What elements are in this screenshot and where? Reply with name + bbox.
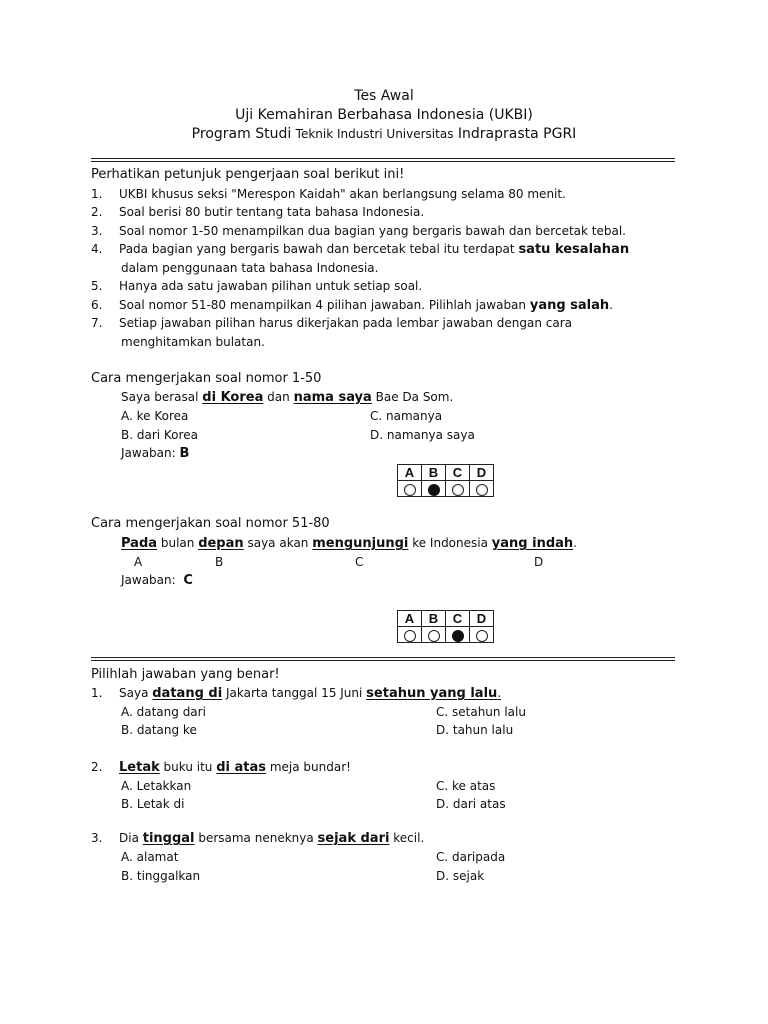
answer-bubble[interactable] [452,484,464,496]
title-program-studi: Program Studi [191,126,292,142]
divider-middle [91,657,675,661]
q3-option-c: C. daripada [436,850,506,864]
instruction-item-2: 2. Soal berisi 80 butir tentang tata bahasa Indonesia. [91,205,425,219]
example2-answer: Jawaban: C [121,573,193,588]
example2-label-b: B [215,555,224,569]
title-prodi-name: Teknik Industri Universitas [295,127,454,141]
example1-heading: Cara mengerjakan soal nomor 1-50 [91,371,322,386]
question-3: 3. Dia tinggal bersama neneknya sejak dari kecil. [91,831,425,846]
answer-bubble[interactable] [428,630,440,642]
questions-heading: Pilihlah jawaban yang benar! [91,667,280,682]
grid-letter: A [398,611,422,627]
q2-option-c: C. ke atas [436,779,496,793]
instructions-heading: Perhatikan petunjuk pengerjaan soal berikut ini! [91,167,405,182]
q1-option-c: C. setahun lalu [436,705,526,719]
example2-sentence: Pada bulan depan saya akan mengunjungi ke Indonesia yang indah. [121,536,577,551]
title-university: Indraprasta PGRI [457,126,577,142]
example1-option-b: B. dari Korea [121,428,198,442]
grid-letter: A [398,465,422,481]
instruction-item-6: 6. Soal nomor 51-80 menampilkan 4 pilihan jawaban. Pilihlah jawaban yang salah. [91,298,613,313]
instruction-item-3: 3. Soal nomor 1-50 menampilkan dua bagian yang bergaris bawah dan bercetak tebal. [91,224,626,238]
answer-bubble[interactable] [476,630,488,642]
q1-option-a: A. datang dari [121,705,206,719]
divider-top [91,158,675,162]
title-line-3 [0,125,768,143]
q3-option-a: A. alamat [121,850,179,864]
answer-bubble[interactable] [428,484,440,496]
grid-letter: B [422,465,446,481]
example1-option-d: D. namanya saya [370,428,475,442]
instruction-item-5: 5. Hanya ada satu jawaban pilihan untuk setiap soal. [91,279,423,293]
question-2: 2. Letak buku itu di atas meja bundar! [91,760,351,775]
example2-heading: Cara mengerjakan soal nomor 51-80 [91,516,330,531]
example1-answer: Jawaban: B [121,446,190,461]
q3-option-d: D. sejak [436,869,485,883]
answer-bubble[interactable] [476,484,488,496]
grid-letter: D [470,465,494,481]
example1-answer-grid [397,464,494,497]
q2-option-b: B. Letak di [121,797,185,811]
instruction-item-1: 1. UKBI khusus seksi "Merespon Kaidah" akan berlangsung selama 80 menit. [91,187,566,201]
answer-bubble[interactable] [404,630,416,642]
grid-letter: C [446,465,470,481]
example2-label-c: C [355,555,364,569]
example1-option-a: A. ke Korea [121,409,189,423]
instruction-item-4-cont: dalam penggunaan tata bahasa Indonesia. [121,261,379,275]
q1-option-d: D. tahun lalu [436,723,514,737]
example2-label-a: A [134,555,143,569]
grid-letter: C [446,611,470,627]
grid-letter: D [470,611,494,627]
q2-option-a: A. Letakkan [121,779,192,793]
title-line-1: Tes Awal [354,88,414,104]
example2-answer-grid [397,610,494,643]
instruction-item-4: 4. Pada bagian yang bergaris bawah dan bercetak tebal itu terdapat satu kesalahan [91,242,630,257]
title-line-2: Uji Kemahiran Berbahasa Indonesia (UKBI) [235,107,533,123]
answer-bubble[interactable] [452,630,464,642]
example2-label-d: D [534,555,544,569]
instruction-item-7: 7. Setiap jawaban pilihan harus dikerjakan pada lembar jawaban dengan cara [91,316,572,330]
example1-option-c: C. namanya [370,409,443,423]
q2-option-d: D. dari atas [436,797,506,811]
q3-option-b: B. tinggalkan [121,869,201,883]
question-1: 1. Saya datang di Jakarta tanggal 15 Juni setahun yang lalu. [91,686,502,701]
instruction-item-7-cont: menghitamkan bulatan. [121,335,265,349]
answer-bubble[interactable] [404,484,416,496]
q1-option-b: B. datang ke [121,723,197,737]
example1-sentence: Saya berasal di Korea dan nama saya Bae Da Som. [121,390,454,405]
grid-letter: B [422,611,446,627]
